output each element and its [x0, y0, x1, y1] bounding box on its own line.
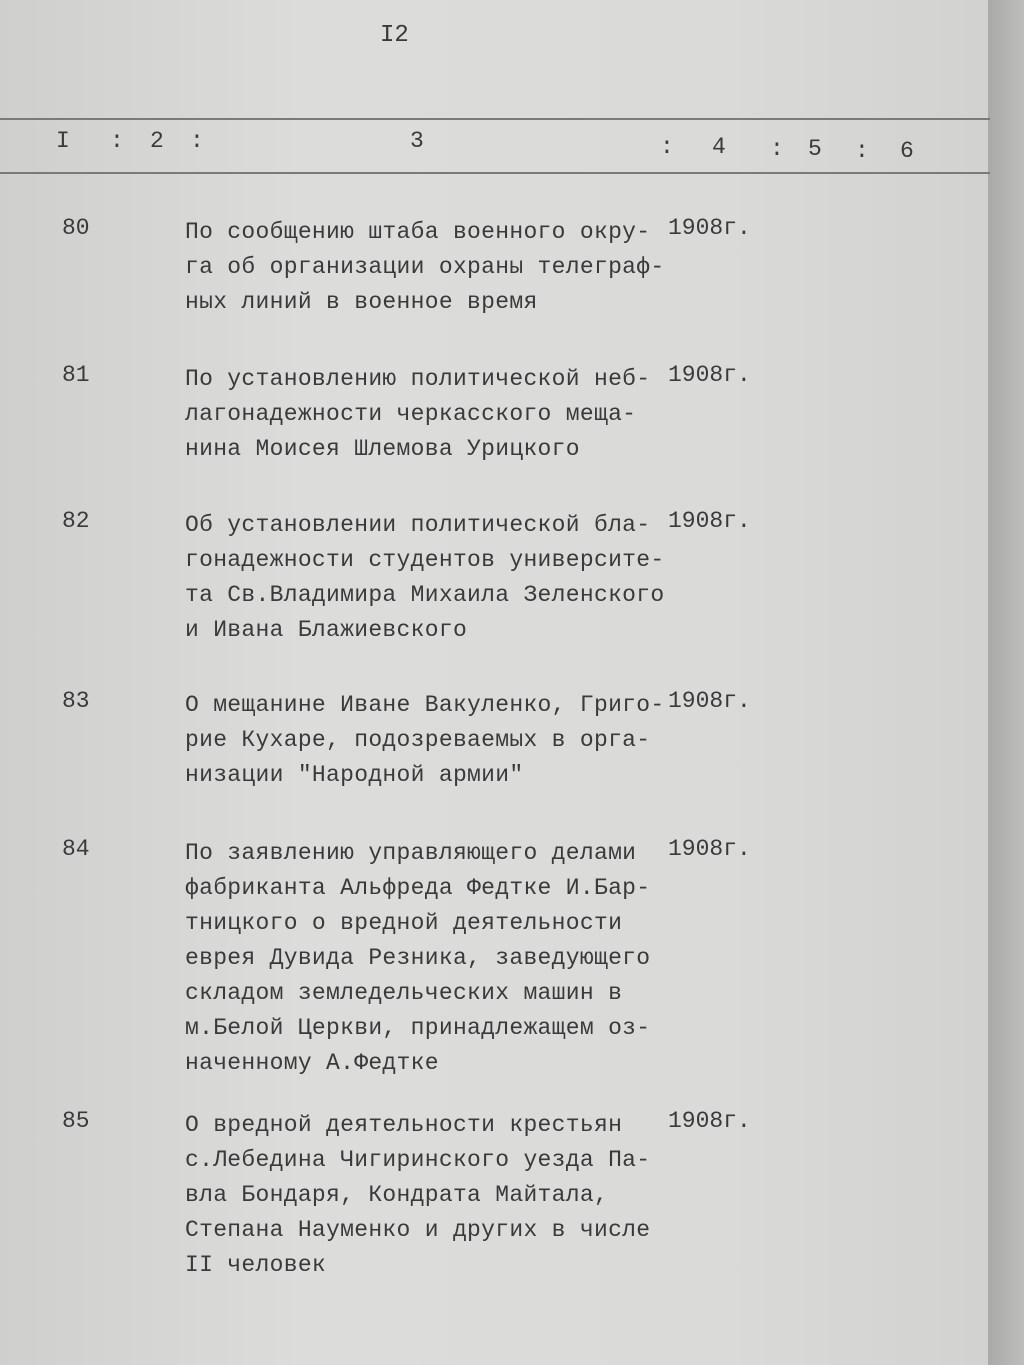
entry-number: 84	[62, 836, 90, 862]
description-line: О мещанине Иване Вакуленко, Григо-	[185, 692, 665, 718]
description-line: га об организации охраны телеграф-	[185, 254, 665, 280]
entry-description	[185, 508, 664, 648]
description-line: Степана Науменко и других в числе	[185, 1217, 651, 1243]
entry-number: 81	[62, 362, 90, 388]
column-separator: :	[110, 128, 124, 154]
description-line: ных линий в военное время	[185, 289, 538, 315]
entry-description	[185, 215, 664, 320]
description-line: низации "Народной армии"	[185, 762, 524, 788]
description-line: II человек	[185, 1252, 327, 1278]
description-line: рие Кухаре, подозреваемых в орга-	[185, 727, 651, 753]
description-line: гонадежности студентов университе-	[185, 547, 665, 573]
header-top-rule	[0, 118, 990, 120]
description-line: По заявлению управляющего делами	[185, 840, 637, 866]
entry-number: 85	[62, 1108, 90, 1134]
entry-year: 1908г.	[668, 1108, 751, 1134]
entry-description	[185, 688, 664, 793]
column-header-5: 5	[808, 136, 822, 162]
column-separator: :	[190, 128, 204, 154]
description-line: с.Лебедина Чигиринского уезда Па-	[185, 1147, 651, 1173]
description-line: м.Белой Церкви, принадлежащем оз-	[185, 1015, 651, 1041]
description-line: Об установлении политической бла-	[185, 512, 651, 538]
description-line: тницкого о вредной деятельности	[185, 910, 623, 936]
entry-description	[185, 362, 650, 467]
entry-year: 1908г.	[668, 362, 751, 388]
entry-number: 82	[62, 508, 90, 534]
description-line: вла Бондаря, Кондрата Майтала,	[185, 1182, 609, 1208]
column-header-1: I	[56, 128, 70, 154]
description-line: наченному А.Федтке	[185, 1050, 439, 1076]
entry-number: 83	[62, 688, 90, 714]
entry-year: 1908г.	[668, 688, 751, 714]
entry-number: 80	[62, 215, 90, 241]
description-line: По установлению политической неб-	[185, 366, 651, 392]
page-number: I2	[380, 22, 409, 49]
entry-description	[185, 1108, 650, 1283]
description-line: и Ивана Блажиевского	[185, 617, 468, 643]
description-line: По сообщению штаба военного окру-	[185, 219, 651, 245]
entry-year: 1908г.	[668, 508, 751, 534]
column-separator: :	[660, 134, 674, 160]
column-separator: :	[855, 138, 869, 164]
page-edge-shadow	[988, 0, 1024, 1365]
column-separator: :	[770, 136, 784, 162]
entry-year: 1908г.	[668, 836, 751, 862]
description-line: та Св.Владимира Михаила Зеленского	[185, 582, 665, 608]
entry-year: 1908г.	[668, 215, 751, 241]
description-line: нина Моисея Шлемова Урицкого	[185, 436, 580, 462]
description-line: лагонадежности черкасского меща-	[185, 401, 637, 427]
column-header-3: 3	[410, 128, 424, 154]
entry-description	[185, 836, 650, 1081]
header-bottom-rule	[0, 172, 990, 174]
description-line: складом земледельческих машин в	[185, 980, 623, 1006]
description-line: еврея Дувида Резника, заведующего	[185, 945, 651, 971]
column-header-4: 4	[712, 134, 726, 160]
column-header-2: 2	[150, 128, 164, 154]
description-line: фабриканта Альфреда Федтке И.Бар-	[185, 875, 651, 901]
description-line: О вредной деятельности крестьян	[185, 1112, 623, 1138]
column-header-6: 6	[900, 138, 914, 164]
